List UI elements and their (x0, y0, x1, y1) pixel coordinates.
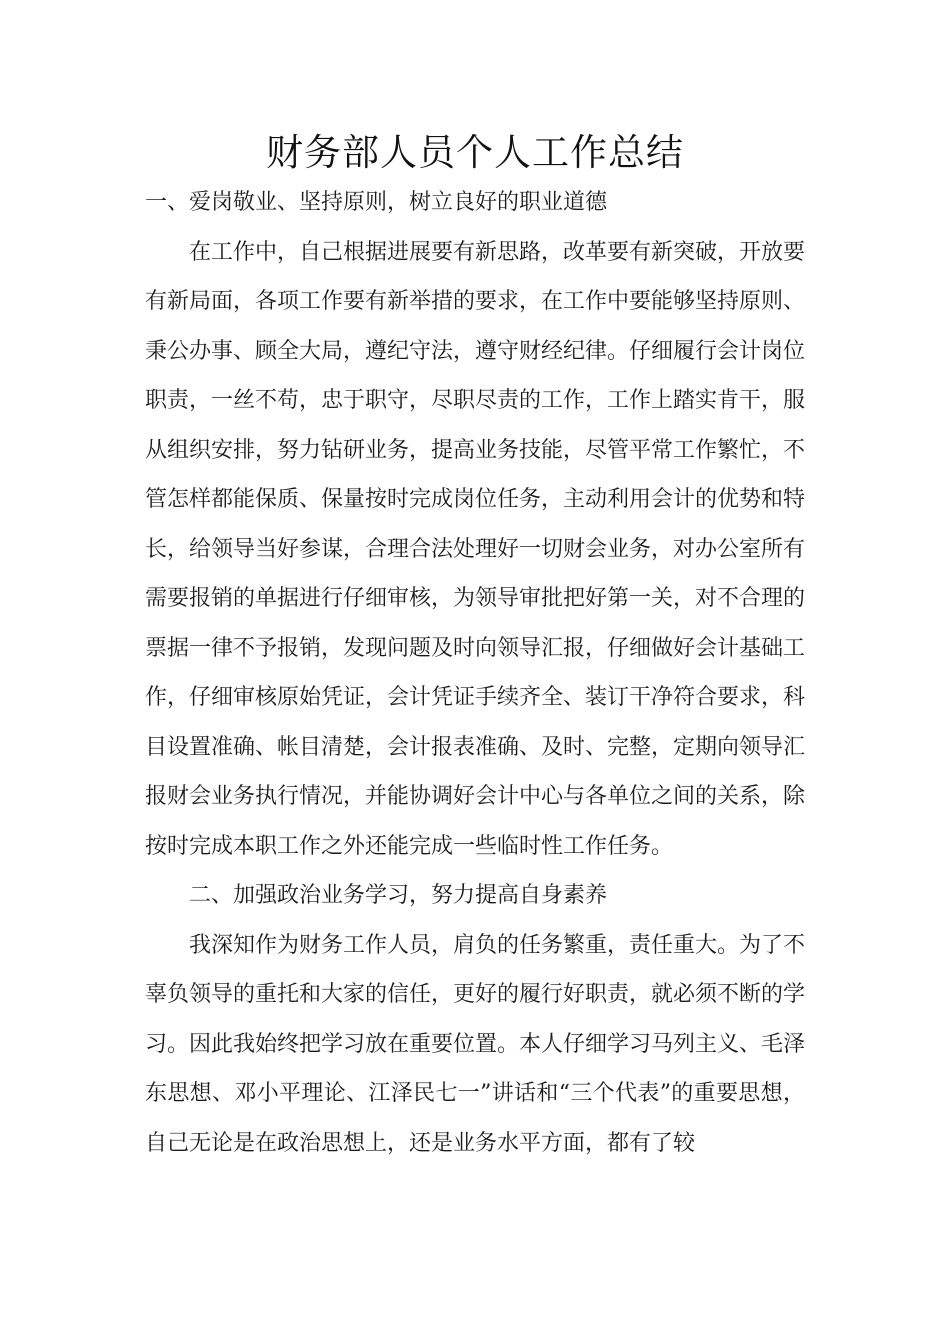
section-2-paragraph: 我深知作为财务工作人员，肩负的任务繁重，责任重大。为了不辜负领导的重托和大家的信任，更好的履行好职责，就必须不断的学习。因此我始终把学习放在重要位置。本人仔细学习马列主义、毛泽东思想、邓小平理论、江泽民七一”讲话和“三个代表”的重要思想，自己无论是在政治思想上，还是业务水平方面，都有了较 (145, 932, 806, 1156)
section-2-heading: 二、加强政治业务学习，努力提高自身素养 (189, 883, 608, 908)
section-1-paragraph: 在工作中，自己根据进展要有新思路，改革要有新突破，开放要有新局面，各项工作要有新举措的要求，在工作中要能够坚持原则、秉公办事、顾全大局，遵纪守法，遵守财经纪律。仔细履行会计岗位职责，一丝不苟，忠于职守，尽职尽责的工作，工作上踏实肯干，服从组织安排，努力钻研业务，提高业务技能，尽管平常工作繁忙，不管怎样都能保质、保量按时完成岗位任务，主动利用会计的优势和特长，给领导当好参谋，合理合法处理好一切财会业务，对办公室所有需要报销的单据进行仔细审核，为领导审批把好第一关，对不合理的票据一律不予报销，发现问题及时向领导汇报，仔细做好会计基础工作，仔细审核原始凭证，会计凭证手续齐全、装订干净符合要求，科目设置准确、帐目清楚，会计报表准确、及时、完整，定期向领导汇报财会业务执行情况，并能协调好会计中心与各单位之间的关系，除按时完成本职工作之外还能完成一些临时性工作任务。 (145, 239, 806, 859)
document-title: 财务部人员个人工作总结 (266, 131, 684, 174)
document-body (145, 178, 805, 1168)
section-1-heading: 一、爱岗敬业、坚持原则，树立良好的职业道德 (145, 190, 608, 215)
